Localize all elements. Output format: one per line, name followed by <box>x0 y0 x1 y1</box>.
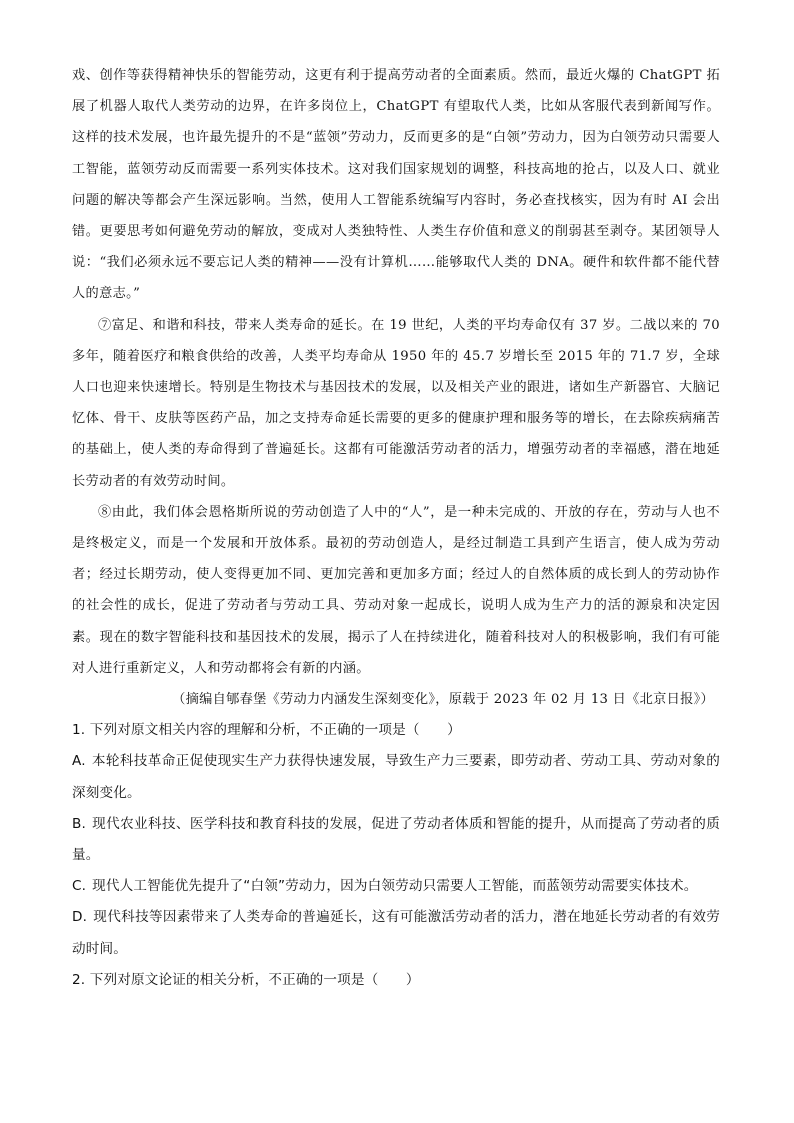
option-letter: B. <box>72 815 86 832</box>
option-text: 现代科技等因素带来了人类寿命的普遍延长，这有可能激活劳动者的活力，潜在地延长劳动者的有效劳动时间。 <box>72 909 720 957</box>
article-paragraph-continued: 戏、创作等获得精神快乐的智能劳动，这更有利于提高劳动者的全面素质。然而，最近火爆的 ChatGPT 拓展了机器人取代人类劳动的边界，在许多岗位上，ChatGPT 有望取代人类，比如从客服代表到新闻写作。这样的技术发展，也许最先提升的不是“蓝领”劳动力，反而更多的是“白领”劳动力，因为白领劳动只需要人工智能，蓝领劳动反而需要一系列实体技术。这对我们国家规划的调整，科技高地的抢占，以及人口、就业问题的解决等都会产生深远影响。当然，使用人工智能系统编写内容时，务必查找核实，因为有时 AI 会出错。更要思考如何避免劳动的解放，变成对人类独特性、人类生存价值和意义的削弱甚至剥夺。某团领导人说：“我们必须永远不要忘记人类的精神——没有计算机……能够取代人类的 DNA。硬件和软件都不能代替人的意志。” <box>72 68 720 302</box>
question-stem: 2. 下列对原文论证的相关分析，不正确的一项是（ ） <box>72 971 420 988</box>
question-2 <box>72 965 720 996</box>
option-letter: C. <box>72 878 87 895</box>
option-a[interactable] <box>72 746 720 808</box>
option-text: 本轮科技革命正促使现实生产力获得快速发展，导致生产力三要素，即劳动者、劳动工具、劳动对象的深刻变化。 <box>72 753 720 801</box>
article-paragraph-8: ⑧由此，我们体会恩格斯所说的劳动创造了人中的“人”，是一种未完成的、开放的存在，劳动与人也不是终极定义，而是一个发展和开放体系。最初的劳动创造人，是经过制造工具到产生语言，使人成为劳动者；经过长期劳动，使人变得更加不同、更加完善和更加多方面；经过人的自然体质的成长到人的劳动协作的社会性的成长，促进了劳动者与劳动工具、劳动对象一起成长，说明人成为生产力的活的源泉和决定因素。现在的数字智能科技和基因技术的发展，揭示了人在持续进化，随着科技对人的积极影响，我们有可能对人进行重新定义，人和劳动都将会有新的内涵。 <box>72 504 720 676</box>
option-letter: A. <box>72 753 86 770</box>
option-text: 现代农业科技、医学科技和教育科技的发展，促进了劳动者体质和智能的提升，从而提高了劳动者的质量。 <box>72 815 720 864</box>
document-page <box>72 60 720 996</box>
option-d[interactable] <box>72 902 720 964</box>
option-text: 现代人工智能优先提升了“白领”劳动力，因为白领劳动只需要人工智能，而蓝领劳动需要实体技术。 <box>92 878 698 895</box>
article-paragraph-7: ⑦富足、和谐和科技，带来人类寿命的延长。在 19 世纪，人类的平均寿命仅有 37 岁。二战以来的 70 多年，随着医疗和粮食供给的改善，人类平均寿命从 1950 年的 45.7 岁增长至 2015 年的 71.7 岁，全球人口也迎来快速增长。特别是生物技术与基因技术的发展，以及相关产业的跟进，诸如生产新器官、大脑记忆体、骨干、皮肤等医药产品，加之支持寿命延长需要的更多的健康护理和服务等的增长，在去除疾病痛苦的基础上，使人类的寿命得到了普遍延长。这都有可能激活劳动者的活力，增强劳动者的幸福感，潜在地延长劳动者的有效劳动时间。 <box>72 317 720 489</box>
question-1 <box>72 715 720 965</box>
option-c[interactable] <box>72 871 720 902</box>
question-stem: 1. 下列对原文相关内容的理解和分析，不正确的一项是（ ） <box>72 722 461 739</box>
option-b[interactable] <box>72 809 720 871</box>
article-source: （摘编自郇春堡《劳动力内涵发生深刻变化》，原载于 2023 年 02 月 13 日《北京日报》） <box>172 692 714 708</box>
option-letter: D. <box>72 909 88 926</box>
